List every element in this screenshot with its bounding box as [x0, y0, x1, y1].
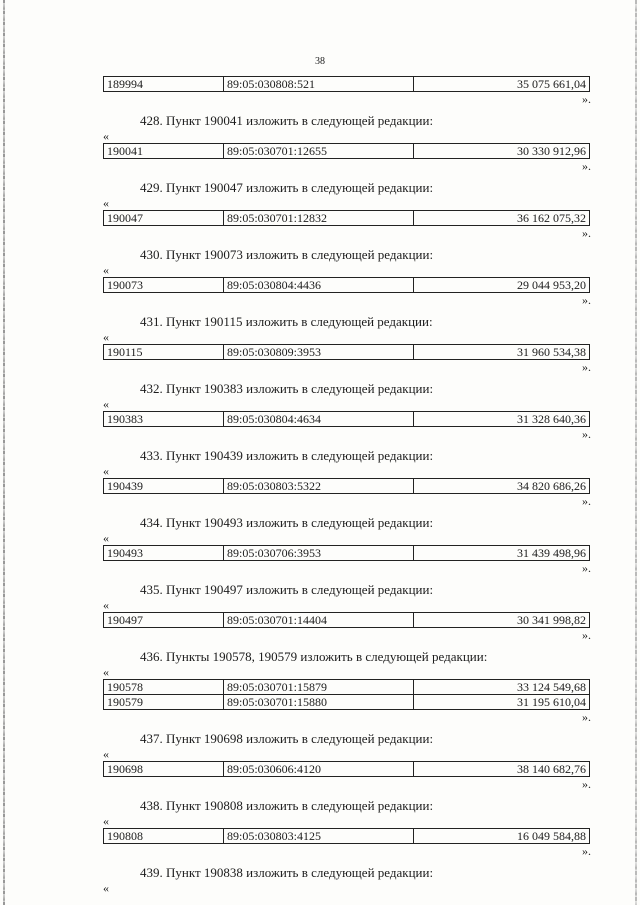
cell-cadastral: 89:05:030701:15879	[224, 680, 414, 695]
instruction-434: 434. Пункт 190493 изложить в следующей редакции:	[140, 515, 434, 530]
table-row	[104, 412, 590, 427]
closing-quote: ».	[582, 777, 591, 791]
instruction-431: 431. Пункт 190115 изложить в следующей редакции:	[140, 314, 433, 329]
document-body	[103, 76, 591, 895]
item-table	[103, 411, 590, 427]
closing-quote: ».	[582, 710, 591, 724]
opening-quote: «	[103, 129, 109, 143]
table-row	[104, 479, 590, 494]
cell-cadastral: 89:05:030701:14404	[224, 613, 414, 628]
cell-value: 30 341 998,82	[414, 613, 590, 628]
item-table	[103, 210, 590, 226]
item-table	[103, 545, 590, 561]
cell-value: 38 140 682,76	[414, 762, 590, 777]
cell-value: 33 124 549,68	[414, 680, 590, 695]
closing-quote: ».	[582, 427, 591, 441]
table-row	[104, 278, 590, 293]
cell-id: 189994	[104, 77, 224, 92]
closing-quote: ».	[582, 561, 591, 575]
table-row	[104, 211, 590, 226]
cell-value: 16 049 584,88	[414, 829, 590, 844]
scan-edge-left	[3, 0, 5, 905]
cell-value: 30 330 912,96	[414, 144, 590, 159]
cell-cadastral: 89:05:030804:4634	[224, 412, 414, 427]
opening-quote: «	[103, 598, 109, 612]
item-table	[103, 143, 590, 159]
cell-id: 190041	[104, 144, 224, 159]
closing-quote: ».	[582, 360, 591, 374]
table-row	[104, 695, 590, 710]
cell-id: 190497	[104, 613, 224, 628]
closing-quote: ».	[582, 628, 591, 642]
opening-quote: «	[103, 464, 109, 478]
item-table	[103, 828, 590, 844]
cell-cadastral: 89:05:030809:3953	[224, 345, 414, 360]
instruction-429: 429. Пункт 190047 изложить в следующей редакции:	[140, 180, 434, 195]
closing-quote: ».	[582, 293, 591, 307]
first-table	[103, 76, 590, 92]
cell-id: 190073	[104, 278, 224, 293]
table-row	[104, 345, 590, 360]
cell-cadastral: 89:05:030701:12832	[224, 211, 414, 226]
opening-quote: «	[103, 814, 109, 828]
item-table	[103, 277, 590, 293]
instruction-436: 436. Пункты 190578, 190579 изложить в следующей редакции:	[140, 649, 488, 664]
instruction-430: 430. Пункт 190073 изложить в следующей редакции:	[140, 247, 434, 262]
opening-quote: «	[103, 196, 109, 210]
closing-quote: ».	[582, 844, 591, 858]
item-table	[103, 612, 590, 628]
cell-cadastral: 89:05:030701:15880	[224, 695, 414, 710]
cell-id: 190579	[104, 695, 224, 710]
scan-edge-right	[635, 0, 637, 905]
cell-value: 31 960 534,38	[414, 345, 590, 360]
opening-quote: «	[103, 263, 109, 277]
table-row	[104, 546, 590, 561]
cell-cadastral: 89:05:030606:4120	[224, 762, 414, 777]
closing-quote: ».	[582, 92, 591, 106]
page-number: 38	[315, 56, 325, 67]
table-row	[104, 762, 590, 777]
instruction-439: 439. Пункт 190838 изложить в следующей редакции:	[140, 865, 434, 880]
instruction-437: 437. Пункт 190698 изложить в следующей редакции:	[140, 731, 434, 746]
instruction-428: 428. Пункт 190041 изложить в следующей редакции:	[140, 113, 434, 128]
item-table	[103, 679, 590, 710]
table-row	[104, 144, 590, 159]
opening-quote: «	[103, 330, 109, 344]
instruction-433: 433. Пункт 190439 изложить в следующей редакции:	[140, 448, 434, 463]
opening-quote: «	[103, 397, 109, 411]
instruction-435: 435. Пункт 190497 изложить в следующей редакции:	[140, 582, 434, 597]
opening-quote: «	[103, 881, 109, 895]
cell-id: 190383	[104, 412, 224, 427]
item-table	[103, 344, 590, 360]
cell-cadastral: 89:05:030803:5322	[224, 479, 414, 494]
table-row	[104, 77, 590, 92]
table-row	[104, 613, 590, 628]
item-table	[103, 478, 590, 494]
cell-value: 29 044 953,20	[414, 278, 590, 293]
cell-value: 36 162 075,32	[414, 211, 590, 226]
cell-value: 31 195 610,04	[414, 695, 590, 710]
cell-id: 190047	[104, 211, 224, 226]
table-row	[104, 829, 590, 844]
cell-value: 31 328 640,36	[414, 412, 590, 427]
opening-quote: «	[103, 531, 109, 545]
cell-cadastral: 89:05:030808:521	[224, 77, 414, 92]
instruction-432: 432. Пункт 190383 изложить в следующей редакции:	[140, 381, 434, 396]
cell-id: 190493	[104, 546, 224, 561]
cell-id: 190698	[104, 762, 224, 777]
table-row	[104, 680, 590, 695]
cell-id: 190115	[104, 345, 224, 360]
cell-id: 190578	[104, 680, 224, 695]
instruction-438: 438. Пункт 190808 изложить в следующей редакции:	[140, 798, 434, 813]
cell-cadastral: 89:05:030804:4436	[224, 278, 414, 293]
cell-value: 34 820 686,26	[414, 479, 590, 494]
closing-quote: ».	[582, 226, 591, 240]
cell-cadastral: 89:05:030803:4125	[224, 829, 414, 844]
cell-id: 190808	[104, 829, 224, 844]
cell-value: 35 075 661,04	[414, 77, 590, 92]
cell-cadastral: 89:05:030701:12655	[224, 144, 414, 159]
item-table	[103, 761, 590, 777]
opening-quote: «	[103, 747, 109, 761]
closing-quote: ».	[582, 159, 591, 173]
cell-cadastral: 89:05:030706:3953	[224, 546, 414, 561]
cell-value: 31 439 498,96	[414, 546, 590, 561]
opening-quote: «	[103, 665, 109, 679]
closing-quote: ».	[582, 494, 591, 508]
cell-id: 190439	[104, 479, 224, 494]
